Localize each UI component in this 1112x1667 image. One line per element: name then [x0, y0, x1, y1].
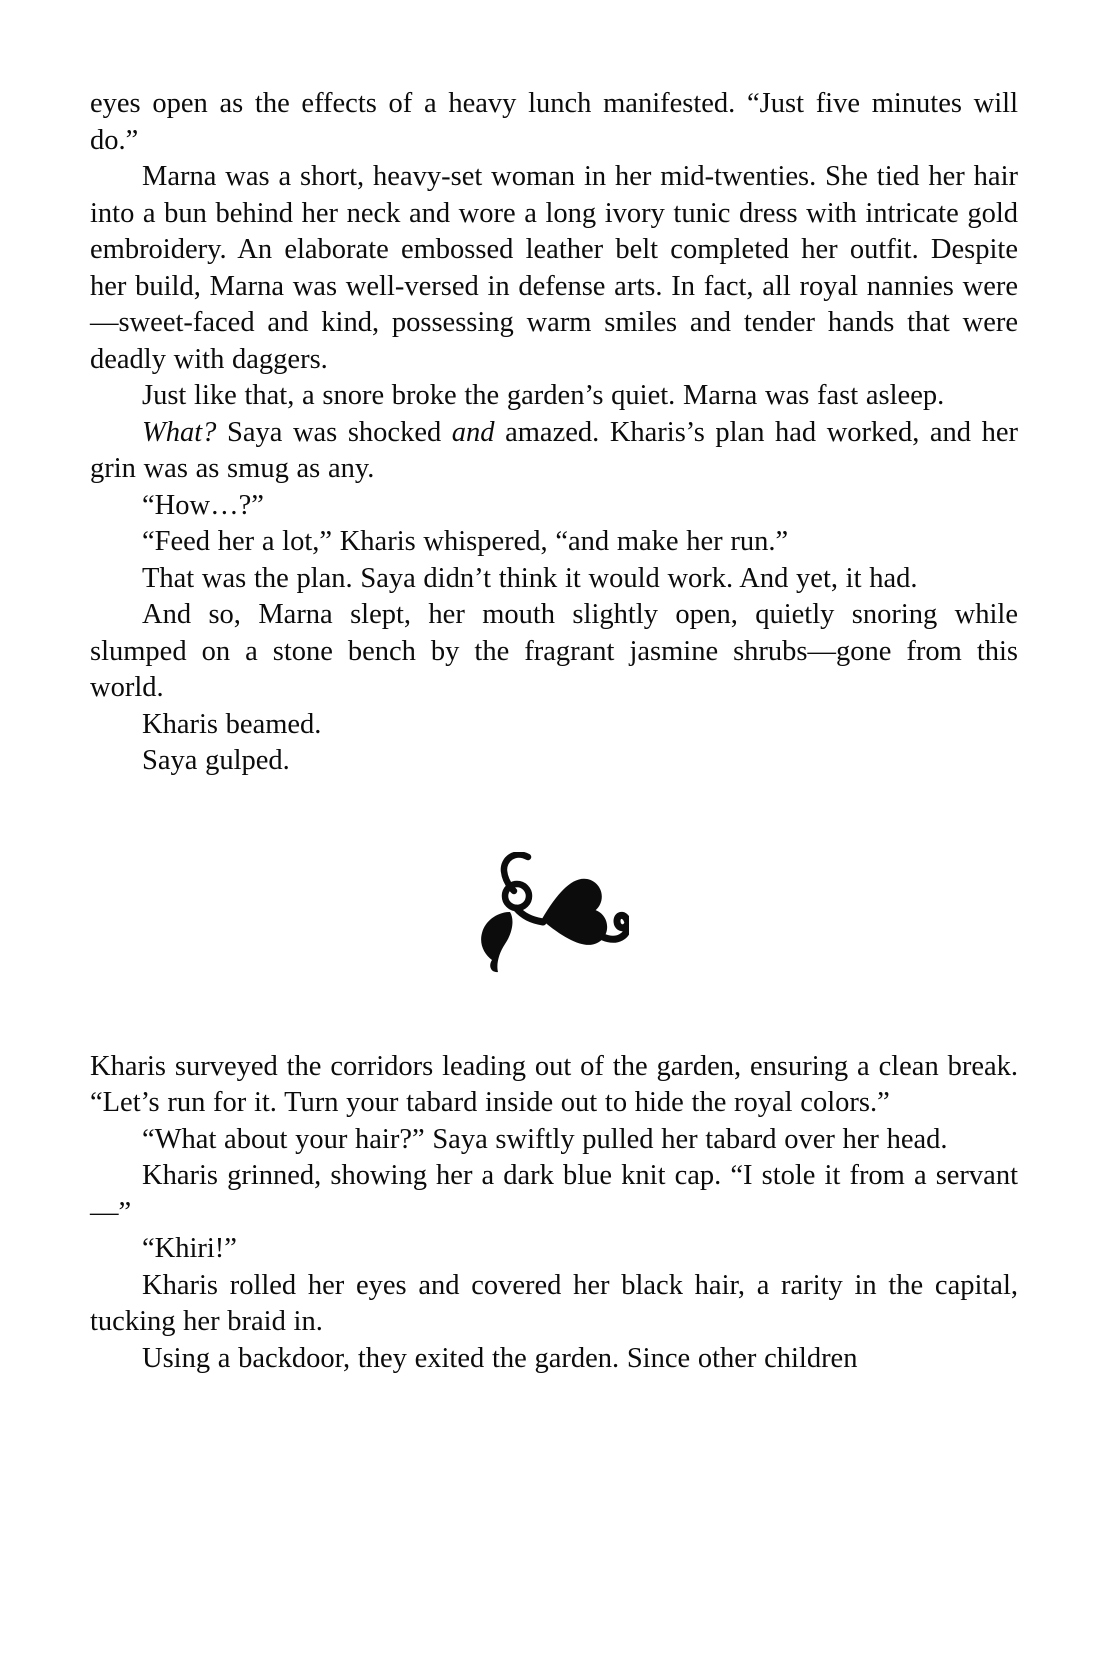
paragraph: Kharis rolled her eyes and covered her black hair, a rarity in the capital, tucking her braid in. — [90, 1269, 1018, 1337]
page-text-bottom — [90, 1049, 1018, 1378]
paragraph: Just like that, a snore broke the garden’s quiet. Marna was fast asleep. — [142, 380, 945, 411]
page-text-top — [90, 86, 1018, 780]
scene-break — [479, 852, 629, 976]
paragraph: “What about your hair?” Saya swiftly pulled her tabard over her head. — [142, 1123, 948, 1155]
paragraph: Kharis surveyed the corridors leading out of the garden, ensuring a clean break. “Let’s run for it. Turn your tabard inside out to hide the royal colors.” — [90, 1050, 1018, 1118]
paragraph: “How…?” — [142, 489, 264, 521]
paragraph: “Khiri!” — [142, 1233, 237, 1264]
text-segment: Saya was shocked — [216, 416, 452, 448]
paragraph: And so, Marna slept, her mouth slightly open, quietly snoring while slumped on a stone bench by the fragrant jasmine shrubs—gone from this world. — [90, 599, 1018, 703]
italic-phrase: What? — [142, 416, 217, 448]
paragraph: Saya gulped. — [142, 745, 290, 776]
paragraph: eyes open as the effects of a heavy lunch manifested. “Just five minutes will do.” — [90, 88, 1018, 156]
paragraph — [90, 415, 1018, 488]
paragraph: Kharis beamed. — [142, 708, 322, 740]
italic-phrase: and — [451, 416, 495, 448]
paragraph: Using a backdoor, they exited the garden. Since other children — [142, 1342, 858, 1374]
paragraph: Kharis grinned, showing her a dark blue knit cap. “I stole it from a servant—” — [90, 1160, 1018, 1228]
paragraph: That was the plan. Saya didn’t think it would work. And yet, it had. — [142, 562, 918, 594]
paragraph: Marna was a short, heavy-set woman in her mid-twenties. She tied her hair into a bun behind her neck and wore a long ivory tunic dress with intricate gold embroidery. An elaborate embossed leather belt completed her outfit. Despite her build, Marna was well-versed in defense arts. In fact, all royal nannies were—sweet-faced and kind, possessing warm smiles and tender hands that were deadly with daggers. — [90, 161, 1018, 375]
paragraph: “Feed her a lot,” Kharis whispered, “and make her run.” — [142, 526, 789, 557]
floral-heart-fleuron-icon — [479, 852, 629, 976]
text-segment: amazed. Kharis’s plan had worked, and her grin was as smug as any. — [90, 416, 1018, 484]
